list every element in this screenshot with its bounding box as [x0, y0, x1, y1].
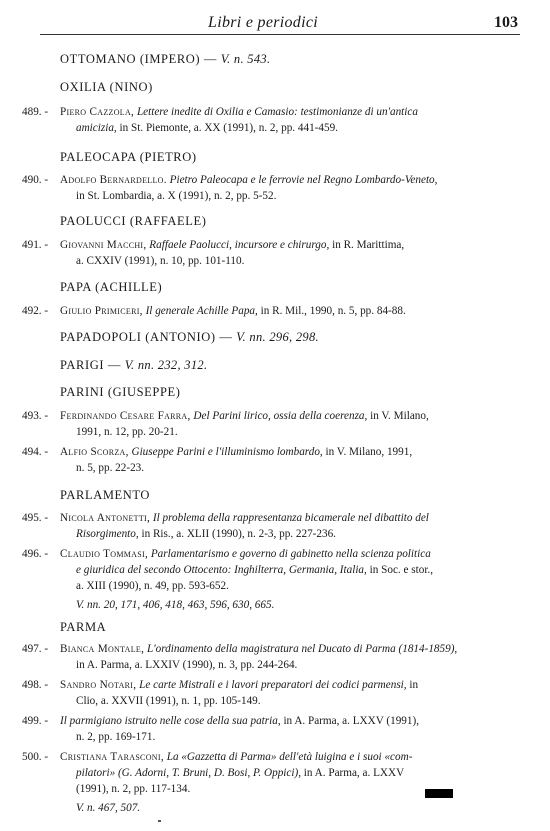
cross-reference: V. n. 467, 507.	[76, 802, 141, 814]
entry-source-cont: 1991, n. 12, pp. 20-21.	[76, 426, 178, 438]
entry-489	[22, 104, 508, 136]
heading-name: OTTOMANO (IMPERO) —	[60, 52, 217, 66]
heading-paleocapa: PALEOCAPA (PIETRO)	[60, 150, 197, 164]
entry-source: in A. Parma, a. LXXV (1991),	[283, 715, 420, 727]
entry-source: in A. Parma, a. LXXV	[303, 767, 405, 779]
heading-ottomano	[60, 52, 270, 67]
heading-name: PARIGI —	[60, 358, 121, 372]
entry-title: Lettere inedite di Oxilia e Camasio: testimonianze di un'antica	[136, 106, 418, 118]
heading-paolucci: PAOLUCCI (RAFFAELE)	[60, 214, 207, 228]
entry-title-cont: amicizia,	[76, 122, 117, 134]
entry-source-cont: a. XIII (1990), n. 49, pp. 593-652.	[76, 580, 229, 592]
entry-493	[22, 408, 508, 440]
entry-source: in Soc. e stor.,	[369, 564, 434, 576]
cross-reference: V. nn. 232, 312.	[124, 358, 208, 372]
heading-oxilia: OXILIA (NINO)	[60, 80, 153, 94]
entry-source: in	[409, 679, 419, 691]
entry-title: La «Gazzetta di Parma» dell'età luigina e i suoi «com-	[166, 751, 413, 763]
entry-source-cont: a. CXXIV (1991), n. 10, pp. 101-110.	[76, 255, 245, 267]
entry-number: 494. -	[22, 446, 49, 458]
entry-title: Pietro Paleocapa e le ferrovie nel Regno Lombardo-Veneto,	[169, 174, 438, 186]
entry-title: Raffaele Paolucci, incursore e chirurgo,	[149, 239, 330, 251]
entry-498	[22, 677, 508, 709]
entry-number: 500. -	[22, 751, 49, 763]
entry-author: Alfio Scorza,	[60, 446, 129, 458]
entry-title: Del Parini lirico, ossia della coerenza,	[193, 410, 368, 422]
entry-author: Claudio Tommasi,	[60, 548, 149, 560]
entry-source-cont: n. 2, pp. 169-171.	[76, 731, 156, 743]
heading-parini: PARINI (GIUSEPPE)	[60, 385, 181, 399]
heading-papa: PAPA (ACHILLE)	[60, 280, 163, 294]
cross-reference: V. n. 543.	[220, 52, 271, 66]
entry-title: L'ordinamento della magistratura nel Ducato di Parma (1814-1859),	[146, 643, 458, 655]
entry-source: in R. Marittima,	[332, 239, 405, 251]
entry-number: 492. -	[22, 305, 49, 317]
entry-title-cont: e giuridica del secondo Ottocento: Inghilterra, Germania, Italia,	[76, 564, 367, 576]
entry-source-cont: Clio, a. XXVII (1991), n. 1, pp. 105-149.	[76, 695, 261, 707]
entry-number: 495. -	[22, 512, 49, 524]
entry-source-cont: n. 5, pp. 22-23.	[76, 462, 145, 474]
entry-source: in R. Mil., 1990, n. 5, pp. 84-88.	[260, 305, 406, 317]
ink-smudge	[425, 789, 453, 798]
entry-499	[22, 713, 508, 745]
entry-source: in Ris., a. XLII (1990), n. 2-3, pp. 227-236.	[141, 528, 336, 540]
entry-source: in St. Lombardia, a. X (1991), n. 2, pp. 5-52.	[76, 190, 277, 202]
heading-name: PAPADOPOLI (ANTONIO) —	[60, 330, 233, 344]
entry-492	[22, 303, 508, 319]
entry-author: Cristiana Tarasconi,	[60, 751, 164, 763]
heading-parigi	[60, 358, 207, 373]
entry-number: 490. -	[22, 174, 49, 186]
entry-500	[22, 749, 508, 816]
entry-497	[22, 641, 508, 673]
heading-parma: PARMA	[60, 620, 107, 634]
entry-source: in St. Piemonte, a. XX (1991), n. 2, pp. 441-459.	[119, 122, 338, 134]
running-title: Libri e periodici	[208, 14, 318, 31]
entry-title: Il parmigiano istruito nelle cose della sua patria,	[60, 715, 281, 727]
entry-title-cont: pilatori» (G. Adorni, T. Bruni, D. Bosi, P. Oppici),	[76, 767, 301, 779]
entry-author: Adolfo Bernardello.	[60, 174, 167, 186]
heading-parlamento: PARLAMENTO	[60, 488, 151, 502]
entry-number: 497. -	[22, 643, 49, 655]
entry-author: Giovanni Macchi,	[60, 239, 147, 251]
cross-reference: V. nn. 20, 171, 406, 418, 463, 596, 630, 665.	[76, 599, 275, 611]
entry-author: Piero Cazzola,	[60, 106, 135, 118]
entry-title: Il problema della rappresentanza bicamerale nel dibattito del	[152, 512, 429, 524]
entry-number: 499. -	[22, 715, 49, 727]
entry-author: Sandro Notari,	[60, 679, 137, 691]
entry-number: 489. -	[22, 106, 49, 118]
entry-source: in V. Milano,	[370, 410, 429, 422]
entry-number: 498. -	[22, 679, 49, 691]
entry-source: in A. Parma, a. LXXIV (1990), n. 3, pp. 244-264.	[76, 659, 298, 671]
entry-number: 491. -	[22, 239, 49, 251]
entry-title: Il generale Achille Papa,	[145, 305, 258, 317]
entry-title: Le carte Mistrali e i lavori preparatori dei codici parmensi,	[139, 679, 407, 691]
entry-source-cont: (1991), n. 2, pp. 117-134.	[76, 783, 191, 795]
entry-494	[22, 444, 508, 476]
entry-496	[22, 546, 508, 613]
entry-title: Parlamentarismo e governo di gabinetto nella scienza politica	[150, 548, 431, 560]
entry-source: in V. Milano, 1991,	[325, 446, 413, 458]
entry-title-cont: Risorgimento,	[76, 528, 139, 540]
print-speck	[158, 820, 161, 822]
running-header	[40, 8, 520, 35]
entry-author: Giulio Primiceri,	[60, 305, 143, 317]
entry-491	[22, 237, 508, 269]
entry-number: 493. -	[22, 410, 49, 422]
entry-495	[22, 510, 508, 542]
entry-author: Nicola Antonetti,	[60, 512, 151, 524]
entry-number: 496. -	[22, 548, 49, 560]
entry-490	[22, 172, 508, 204]
cross-reference: V. nn. 296, 298.	[236, 330, 319, 344]
heading-papadopoli	[60, 330, 319, 345]
entry-author: Ferdinando Cesare Farra,	[60, 410, 191, 422]
page-number: 103	[494, 14, 518, 31]
entry-title: Giuseppe Parini e l'illuminismo lombardo,	[131, 446, 323, 458]
entry-author: Bianca Montale,	[60, 643, 145, 655]
